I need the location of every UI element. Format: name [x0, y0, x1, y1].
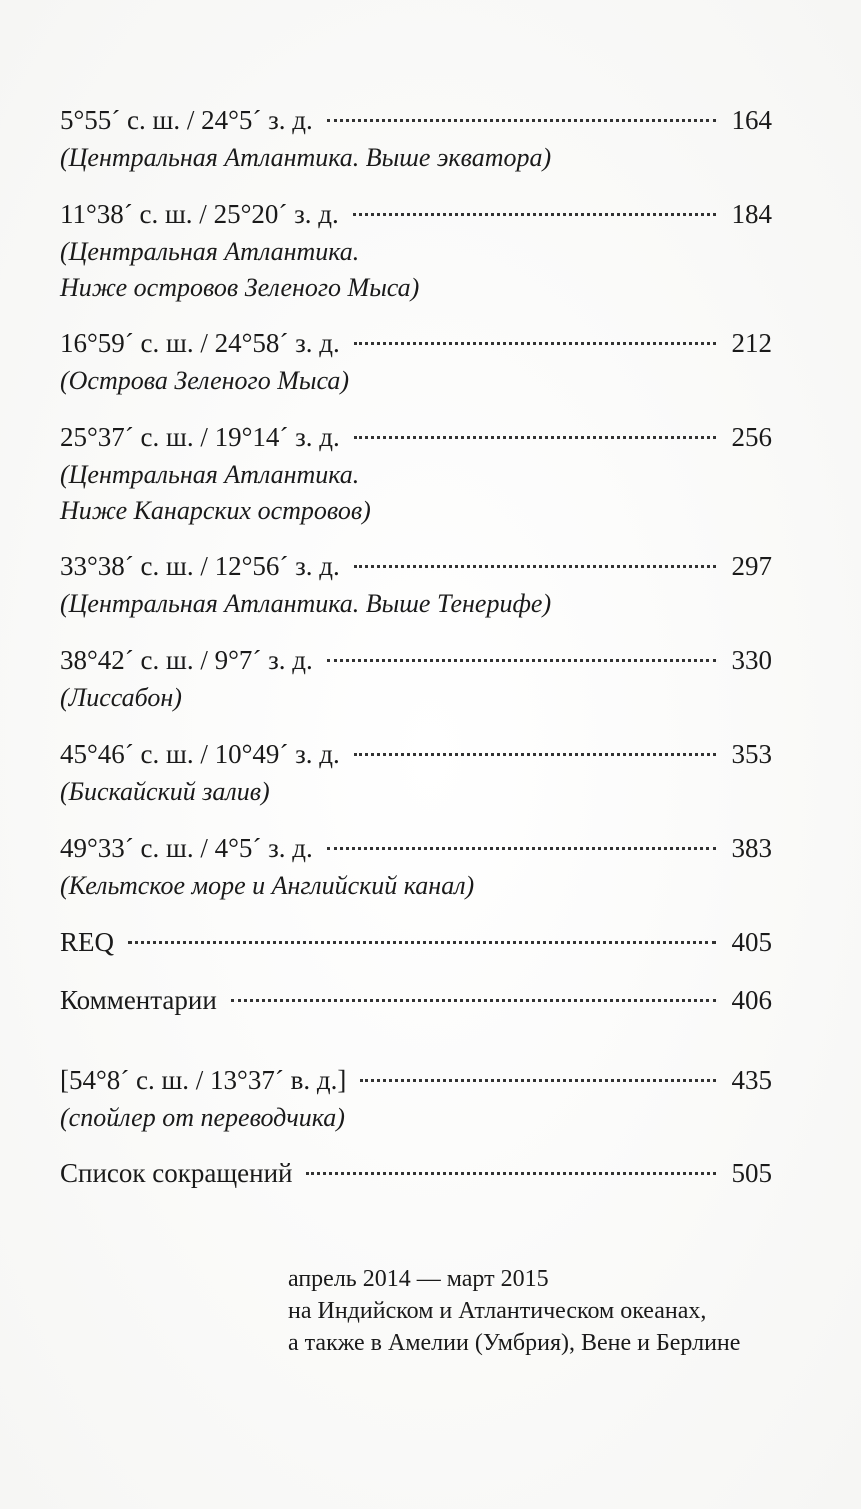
page-number: 505	[731, 1158, 772, 1188]
page-number: 330	[731, 645, 772, 675]
entry-subtitle: (Лиссабон)	[60, 683, 182, 712]
toc-entry	[60, 640, 772, 716]
dot-leader	[360, 1079, 716, 1082]
entry-subtitle: (Острова Зеленого Мыса)	[60, 366, 349, 395]
toc-entry	[60, 734, 772, 810]
entry-subtitle: (спойлер от переводчика)	[60, 1103, 345, 1132]
entry-title: 16°59´ с. ш. / 24°58´ з. д.	[60, 328, 340, 358]
dot-leader	[306, 1172, 716, 1175]
toc-entry	[60, 828, 772, 904]
toc-entry	[60, 980, 772, 1020]
dot-leader	[354, 342, 716, 345]
toc-entry	[60, 417, 772, 529]
dot-leader	[327, 847, 716, 850]
dot-leader	[327, 119, 716, 122]
toc-entry	[60, 323, 772, 399]
entry-title: 5°55´ с. ш. / 24°5´ з. д.	[60, 105, 313, 135]
entry-title: 25°37´ с. ш. / 19°14´ з. д.	[60, 422, 340, 452]
entry-subtitle: (Бискайский залив)	[60, 777, 270, 806]
page-number: 405	[731, 927, 772, 957]
entry-subtitle: Ниже Канарских островов)	[60, 496, 371, 525]
page-number: 212	[731, 328, 772, 358]
toc-entry	[60, 194, 772, 306]
page-number: 256	[731, 422, 772, 452]
colophon-line: на Индийском и Атлантическом океанах,	[288, 1298, 707, 1324]
entry-title: REQ	[60, 927, 114, 957]
toc-entry	[60, 100, 772, 176]
dot-leader	[327, 659, 716, 662]
entry-title: 11°38´ с. ш. / 25°20´ з. д.	[60, 199, 339, 229]
page-number: 383	[731, 833, 772, 863]
page-number: 164	[731, 105, 772, 135]
entry-title: Комментарии	[60, 985, 217, 1015]
entry-subtitle: (Центральная Атлантика.	[60, 460, 360, 489]
dot-leader	[128, 941, 716, 944]
dot-leader	[353, 213, 716, 216]
entry-title: [54°8´ с. ш. / 13°37´ в. д.]	[60, 1065, 347, 1095]
entry-title: 38°42´ с. ш. / 9°7´ з. д.	[60, 645, 313, 675]
entry-title: Список сокращений	[60, 1158, 293, 1188]
dot-leader	[354, 753, 716, 756]
toc-entry	[60, 1153, 772, 1193]
dot-leader	[354, 565, 716, 568]
toc-entry	[60, 546, 772, 622]
toc-entry	[60, 1060, 772, 1136]
page-number: 435	[731, 1065, 772, 1095]
colophon-line: апрель 2014 — март 2015	[288, 1266, 549, 1292]
page-number: 353	[731, 739, 772, 769]
dot-leader	[231, 999, 716, 1002]
page-number: 406	[731, 985, 772, 1015]
dot-leader	[354, 436, 716, 439]
page-number: 184	[731, 199, 772, 229]
entry-subtitle: Ниже островов Зеленого Мыса)	[60, 273, 420, 302]
colophon-line: а также в Амелии (Умбрия), Вене и Берлине	[288, 1330, 741, 1356]
entry-subtitle: (Центральная Атлантика.	[60, 237, 360, 266]
entry-subtitle: (Центральная Атлантика. Выше экватора)	[60, 143, 552, 172]
entry-title: 45°46´ с. ш. / 10°49´ з. д.	[60, 739, 340, 769]
entry-subtitle: (Кельтское море и Английский канал)	[60, 871, 475, 900]
colophon	[288, 1263, 740, 1359]
entry-title: 49°33´ с. ш. / 4°5´ з. д.	[60, 833, 313, 863]
page-number: 297	[731, 551, 772, 581]
entry-title: 33°38´ с. ш. / 12°56´ з. д.	[60, 551, 340, 581]
entry-subtitle: (Центральная Атлантика. Выше Тенерифе)	[60, 589, 552, 618]
toc-entry	[60, 922, 772, 962]
